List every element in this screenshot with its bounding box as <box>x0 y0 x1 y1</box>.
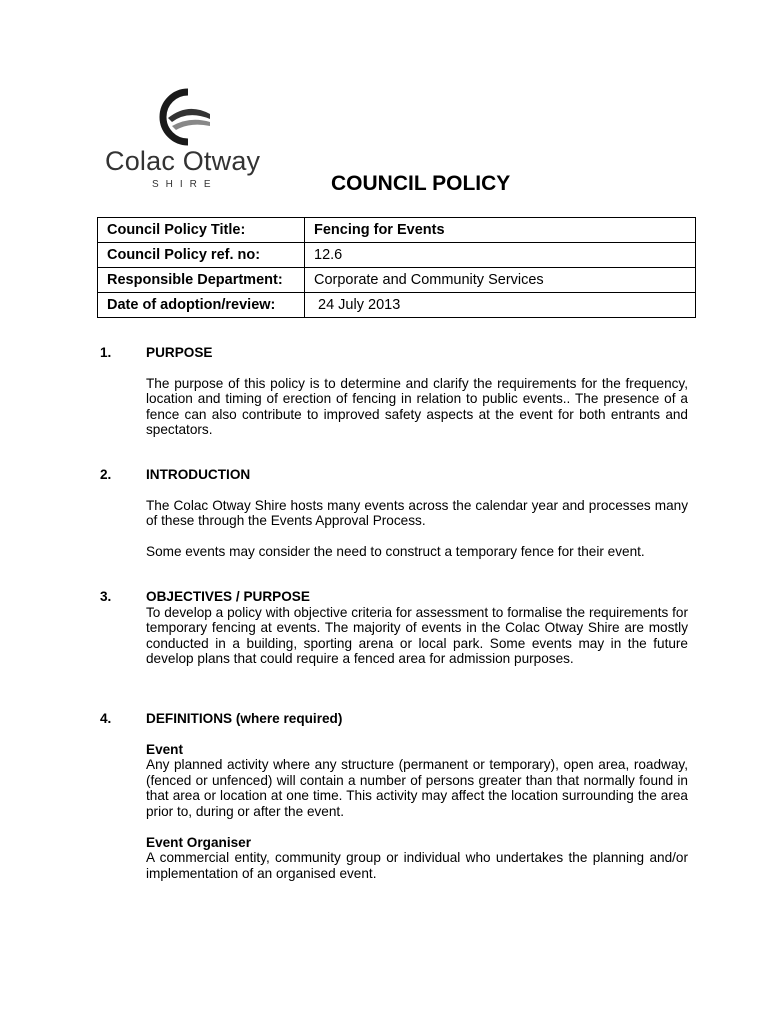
table-row <box>98 293 696 318</box>
definition-term: Event Organiser <box>146 834 252 850</box>
section-heading: OBJECTIVES / PURPOSE <box>146 589 310 604</box>
section-paragraph: The purpose of this policy is to determine and clarify the requirements for the frequency, location and timing of erection of fencing in relation to public events.. The presence of a fence can also contribute to improved safety aspects at the event for both entrants and spectators. <box>146 375 688 438</box>
section-heading: PURPOSE <box>146 345 213 360</box>
definition-text: Any planned activity where any structure (permanent or temporary), open area, roadway, (fenced or unfenced) will contain a number of persons greater than that normally found in that area or location at one time. This activity may affect the location surrounding the area prior to, during or after the event. <box>146 757 688 819</box>
policy-ref-label: Council Policy ref. no: <box>98 243 305 268</box>
section-paragraph: The Colac Otway Shire hosts many events across the calendar year and processes many of these through the Events Approval Process. <box>146 497 688 529</box>
section-purpose <box>100 345 688 438</box>
section-number: 1. <box>100 345 112 360</box>
section-introduction <box>100 467 688 559</box>
section-heading: DEFINITIONS (where required) <box>146 711 343 726</box>
department-value: Corporate and Community Services <box>305 268 696 293</box>
section-number: 3. <box>100 589 112 604</box>
section-paragraph: Some events may consider the need to construct a temporary fence for their event. <box>146 543 645 559</box>
table-row <box>98 268 696 293</box>
definition-term: Event <box>146 741 184 757</box>
logo-name: Colac Otway <box>105 146 261 176</box>
department-label: Responsible Department: <box>98 268 305 293</box>
document-title: COUNCIL POLICY <box>331 172 511 195</box>
section-heading: INTRODUCTION <box>146 467 251 482</box>
policy-ref-value: 12.6 <box>305 243 696 268</box>
adoption-date-value: 24 July 2013 <box>305 293 696 318</box>
definition-text: A commercial entity, community group or individual who undertakes the planning and/or implementation of an organised event. <box>146 850 688 881</box>
adoption-date-label: Date of adoption/review: <box>98 293 305 318</box>
colac-otway-emblem-icon <box>148 88 216 146</box>
table-row <box>98 218 696 243</box>
table-row <box>98 243 696 268</box>
section-number: 4. <box>100 711 112 726</box>
policy-title-label: Council Policy Title: <box>98 218 305 243</box>
section-objectives <box>100 589 688 667</box>
logo-subtitle: SHIRE <box>152 179 218 190</box>
policy-title-value: Fencing for Events <box>305 218 696 243</box>
colac-otway-logo <box>105 88 265 192</box>
section-paragraph: To develop a policy with objective criteria for assessment to formalise the requirements for temporary fencing at events. The majority of events in the Colac Otway Shire are mostly conducted in a building, sporting arena or local park. Some events may in the future develop plans that could require a fenced area for admission purposes. <box>146 604 688 667</box>
policy-info-table <box>97 217 696 318</box>
section-definitions <box>100 711 688 881</box>
section-number: 2. <box>100 467 112 482</box>
